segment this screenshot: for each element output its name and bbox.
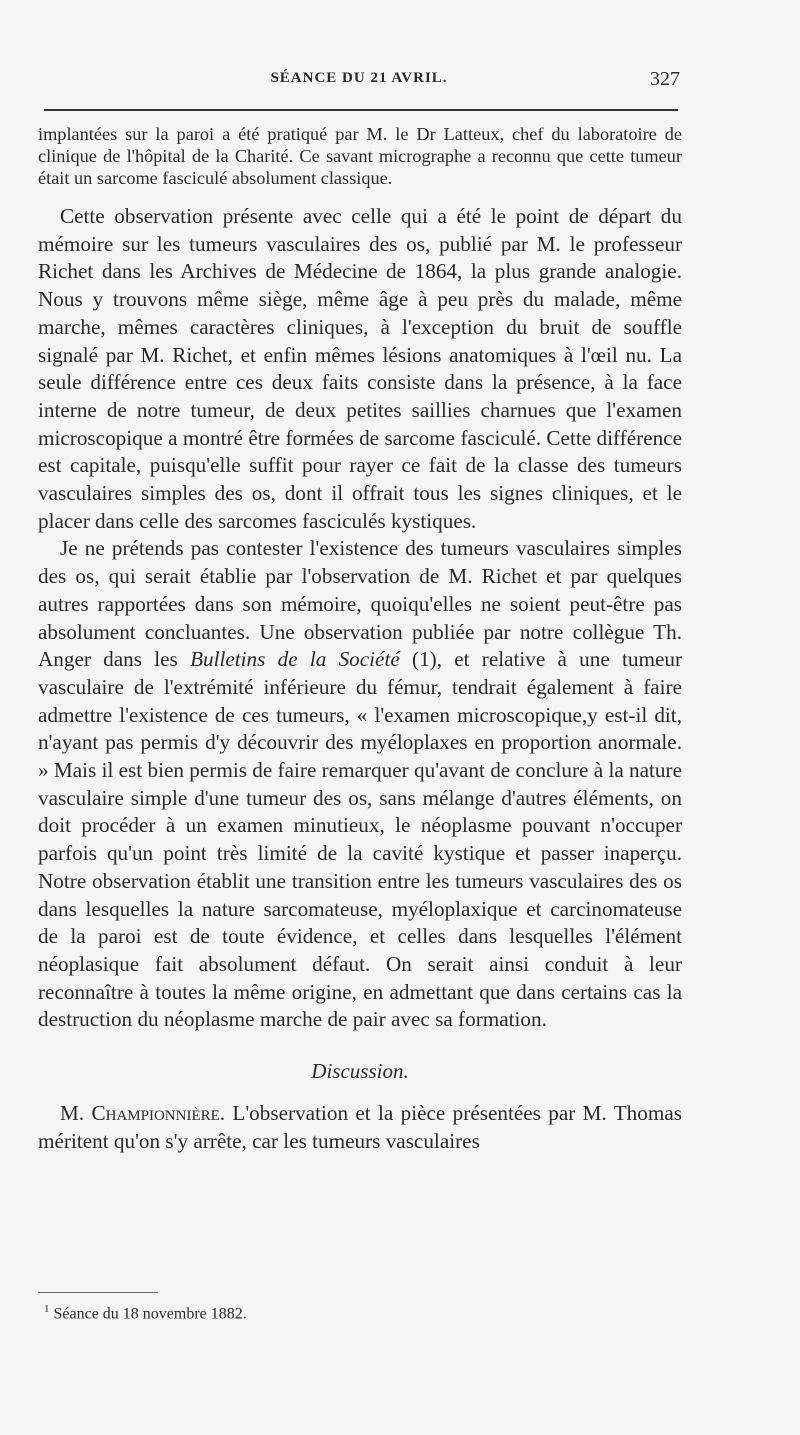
header-rule	[44, 109, 678, 111]
running-title: SÉANCE DU 21 AVRIL.	[270, 70, 448, 86]
bulletins-title: Bulletins de la Société	[190, 647, 400, 672]
footnote-rule	[38, 1292, 158, 1293]
paragraph-3	[38, 535, 682, 1034]
paragraph-3-part-a: Je ne prétends pas contester l'existence des tumeurs vasculaires simples des os, qui serait établie par l'observation de M. Richet et par quelques autres rapportées dans son mémoire, quoiqu'elles ne soient peut-être pas absolument concluantes. Une observation publiée par notre collègue Th. Anger dans les	[38, 536, 682, 672]
footnote-text: Séance du 18 novembre 1882.	[53, 1305, 247, 1323]
paragraph-3-part-b: (1), et relative à une tumeur vasculaire de l'extrémité inférieure du fémur, tendrait également à faire admettre l'existence de ces tumeurs, « l'examen microscopique,y est-il dit, n'ayant pas permis d'y découvrir des myéloplaxes en proportion anormale. » Mais il est bien permis de faire remarquer qu'avant de conclure à la nature vasculaire simple d'une tumeur des os, sans mélange d'autres éléments, on doit procéder à un examen minutieux, le néoplasme pouvant n'occuper parfois qu'un point très limité de la cavité kystique et passer inaperçu. Notre observation établit une transition entre les tumeurs vasculaires des os dans lesquelles la nature sarcomateuse, myéloplaxique et carcinomateuse de la paroi est de toute évidence, et celles dans lesquelles l'élément néoplasique fait absolument défaut. On serait ainsi conduit à leur reconnaître à toutes la même origine, en admettant que dans certains cas la destruction du néoplasme marche de pair avec sa formation.	[38, 647, 683, 1032]
discussion-paragraph	[38, 1100, 682, 1155]
footnote-marker: 1	[44, 1303, 50, 1315]
paragraph-1: implantées sur la paroi a été pratiqué par M. le Dr Latteux, chef du laboratoire de clinique de l'hôpital de la Charité. Ce savant micrographe a reconnu que cette tumeur était un sarcome fasciculé absolument classique.	[38, 124, 682, 188]
discussion-heading: Discussion.	[311, 1059, 409, 1084]
paragraph-2: Cette observation présente avec celle qui a été le point de départ du mémoire sur les tumeurs vasculaires des os, publié par M. le professeur Richet dans les Archives de Médecine de 1864, la plus grande analogie. Nous y trouvons même siège, même âge à peu près du malade, même marche, mêmes caractères cliniques, à l'exception du bruit de souffle signalé par M. Richet, et enfin mêmes lésions anatomiques à l'œil nu. La seule différence entre ces deux faits consiste dans la présence, à la face interne de notre tumeur, de deux petites saillies charnues que l'examen microscopique a montré être formées de sarcome fasciculé. Cette différence est capitale, puisqu'elle suffit pour rayer ce fait de la classe des tumeurs vasculaires simples des os, dont il offrait tous les signes cliniques, et le placer dans celle des sarcomes fasciculés kystiques.	[38, 204, 682, 533]
footnote	[44, 1299, 247, 1324]
page-number: 327	[650, 68, 680, 90]
body-text	[38, 123, 682, 1156]
speaker-name: M. Championnière.	[60, 1101, 226, 1126]
discussion-text: L'observation et la pièce présentées par M. Thomas méritent qu'on s'y arrête, car les tumeurs vasculaires	[38, 1101, 683, 1153]
page-header	[38, 70, 680, 100]
